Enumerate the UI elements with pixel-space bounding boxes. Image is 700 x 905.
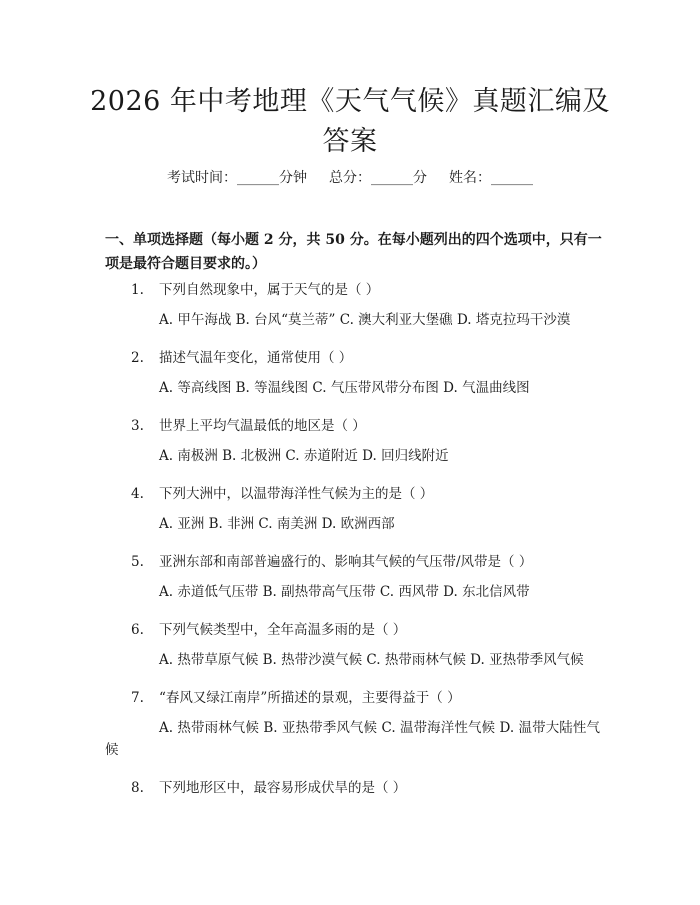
question-item bbox=[105, 775, 600, 801]
question-number: 8. bbox=[131, 780, 144, 796]
question-options: A. 赤道低气压带 B. 副热带高气压带 C. 西风带 D. 东北信风带 bbox=[159, 584, 530, 600]
question-stem: 下列气候类型中，全年高温多雨的是（ ） bbox=[159, 622, 407, 638]
question-stem: 亚洲东部和南部普遍盛行的、影响其气候的气压带/风带是（ ） bbox=[159, 554, 533, 570]
question-stem: 下列自然现象中，属于天气的是（ ） bbox=[159, 282, 380, 298]
student-name-field: 姓名：______ bbox=[449, 170, 533, 186]
question-options: A. 热带草原气候 B. 热带沙漠气候 C. 热带雨林气候 D. 亚热带季风气候 bbox=[159, 652, 584, 668]
question-item bbox=[105, 277, 600, 331]
question-item bbox=[105, 413, 600, 467]
question-options: A. 热带雨林气候 B. 亚热带季风气候 C. 温带海洋性气候 D. 温带大陆性气候 bbox=[105, 720, 600, 758]
question-options: A. 亚洲 B. 非洲 C. 南美洲 D. 欧洲西部 bbox=[159, 516, 395, 532]
total-score-field: 总分：______分 bbox=[329, 170, 427, 186]
document-title: 2026 年中考地理《天气气候》真题汇编及答案 bbox=[90, 86, 610, 157]
question-stem: 描述气温年变化，通常使用（ ） bbox=[159, 350, 353, 366]
question-item bbox=[105, 617, 600, 671]
question-stem: 世界上平均气温最低的地区是（ ） bbox=[159, 418, 366, 434]
exam-time-field: 考试时间：______分钟 bbox=[167, 170, 307, 186]
question-item bbox=[105, 549, 600, 603]
question-list bbox=[105, 277, 600, 801]
question-options: A. 甲午海战 B. 台风“莫兰蒂” C. 澳大利亚大堡礁 D. 塔克拉玛干沙漠 bbox=[159, 312, 571, 328]
question-options: A. 等高线图 B. 等温线图 C. 气压带风带分布图 D. 气温曲线图 bbox=[159, 380, 530, 396]
exam-info-line bbox=[0, 168, 700, 188]
question-item bbox=[105, 345, 600, 399]
section-heading: 一、单项选择题（每小题 2 分，共 50 分。在每小题列出的四个选项中，只有一项是最符合题目要求的。） bbox=[105, 232, 602, 272]
question-number: 4. bbox=[131, 486, 144, 502]
question-number: 1. bbox=[131, 282, 144, 298]
question-number: 3. bbox=[131, 418, 144, 434]
question-number: 7. bbox=[131, 690, 144, 706]
question-number: 6. bbox=[131, 622, 144, 638]
question-options: A. 南极洲 B. 北极洲 C. 赤道附近 D. 回归线附近 bbox=[159, 448, 449, 464]
question-stem: 下列大洲中，以温带海洋性气候为主的是（ ） bbox=[159, 486, 434, 502]
question-stem: “春风又绿江南岸”所描述的景观，主要得益于（ ） bbox=[159, 690, 461, 706]
question-item bbox=[105, 685, 600, 761]
question-item bbox=[105, 481, 600, 535]
question-stem: 下列地形区中，最容易形成伏旱的是（ ） bbox=[159, 780, 407, 796]
question-number: 2. bbox=[131, 350, 144, 366]
question-number: 5. bbox=[131, 554, 144, 570]
